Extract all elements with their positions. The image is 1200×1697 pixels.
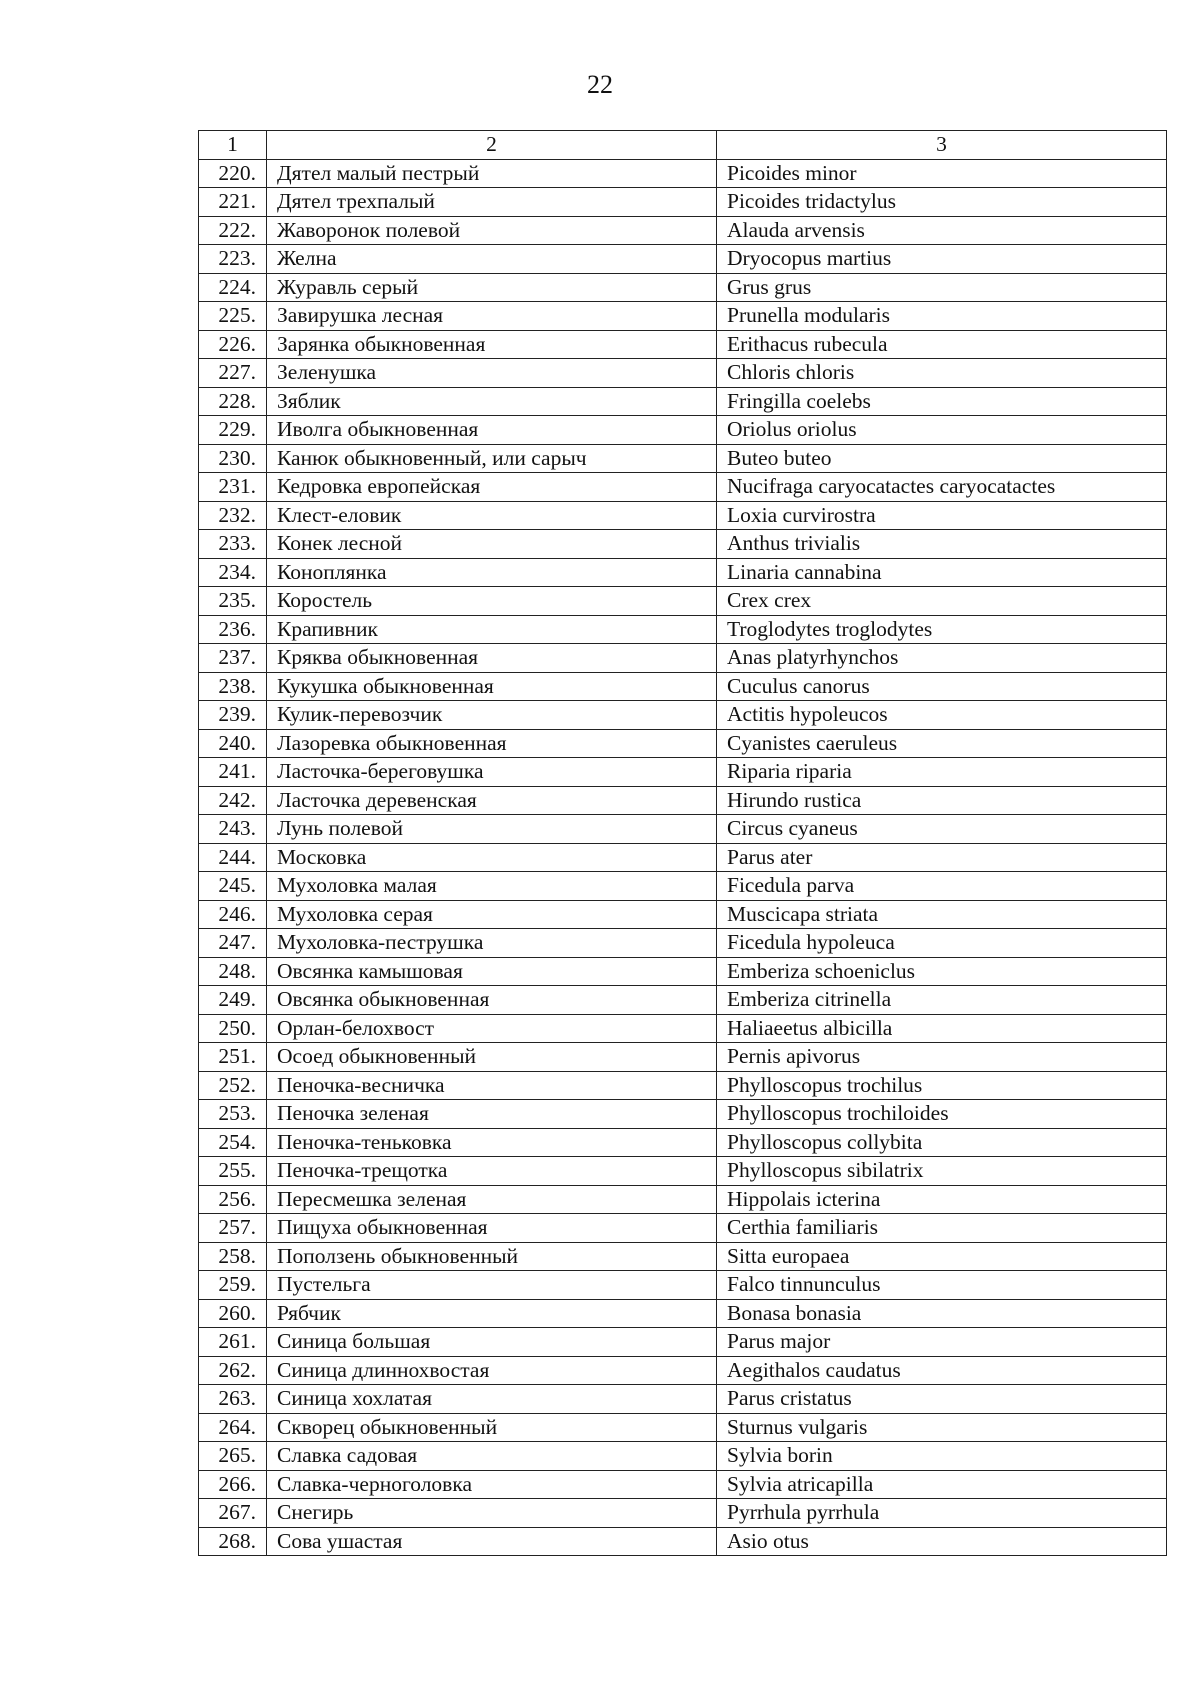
row-number-cell: 245. (199, 872, 267, 901)
table-row (199, 1214, 1167, 1243)
latin-name-cell: Linaria cannabina (717, 558, 1167, 587)
russian-name-cell: Завирушка лесная (267, 302, 717, 331)
table-row (199, 387, 1167, 416)
row-number-cell: 238. (199, 672, 267, 701)
table-row (199, 644, 1167, 673)
row-number-cell: 229. (199, 416, 267, 445)
latin-name-cell: Parus cristatus (717, 1385, 1167, 1414)
table-row (199, 957, 1167, 986)
table-row (199, 1271, 1167, 1300)
row-number-cell: 224. (199, 273, 267, 302)
latin-name-cell: Troglodytes troglodytes (717, 615, 1167, 644)
russian-name-cell: Журавль серый (267, 273, 717, 302)
russian-name-cell: Крапивник (267, 615, 717, 644)
row-number-cell: 233. (199, 530, 267, 559)
row-number-cell: 251. (199, 1043, 267, 1072)
russian-name-cell: Славка садовая (267, 1442, 717, 1471)
table-row (199, 587, 1167, 616)
latin-name-cell: Emberiza schoeniclus (717, 957, 1167, 986)
latin-name-cell: Cuculus canorus (717, 672, 1167, 701)
russian-name-cell: Синица большая (267, 1328, 717, 1357)
table-row (199, 1299, 1167, 1328)
table-row (199, 1413, 1167, 1442)
latin-name-cell: Circus cyaneus (717, 815, 1167, 844)
table-row (199, 245, 1167, 274)
table-row (199, 302, 1167, 331)
russian-name-cell: Кулик-перевозчик (267, 701, 717, 730)
latin-name-cell: Aegithalos caudatus (717, 1356, 1167, 1385)
table-row (199, 1385, 1167, 1414)
latin-name-cell: Ficedula hypoleuca (717, 929, 1167, 958)
latin-name-cell: Parus major (717, 1328, 1167, 1357)
russian-name-cell: Скворец обыкновенный (267, 1413, 717, 1442)
russian-name-cell: Овсянка камышовая (267, 957, 717, 986)
latin-name-cell: Oriolus oriolus (717, 416, 1167, 445)
russian-name-cell: Иволга обыкновенная (267, 416, 717, 445)
table-row (199, 1100, 1167, 1129)
latin-name-cell: Fringilla coelebs (717, 387, 1167, 416)
row-number-cell: 243. (199, 815, 267, 844)
table-header-row (199, 131, 1167, 160)
latin-name-cell: Hippolais icterina (717, 1185, 1167, 1214)
table-row (199, 216, 1167, 245)
table-row (199, 359, 1167, 388)
russian-name-cell: Зеленушка (267, 359, 717, 388)
table-row (199, 188, 1167, 217)
table-row (199, 273, 1167, 302)
latin-name-cell: Loxia curvirostra (717, 501, 1167, 530)
latin-name-cell: Sylvia borin (717, 1442, 1167, 1471)
latin-name-cell: Falco tinnunculus (717, 1271, 1167, 1300)
russian-name-cell: Лазоревка обыкновенная (267, 729, 717, 758)
russian-name-cell: Мухоловка малая (267, 872, 717, 901)
row-number-cell: 235. (199, 587, 267, 616)
russian-name-cell: Пересмешка зеленая (267, 1185, 717, 1214)
table-row (199, 444, 1167, 473)
row-number-cell: 256. (199, 1185, 267, 1214)
table-row (199, 729, 1167, 758)
table-row (199, 900, 1167, 929)
table-row (199, 1499, 1167, 1528)
header-cell-russian-name: 2 (267, 131, 717, 160)
row-number-cell: 231. (199, 473, 267, 502)
table-row (199, 815, 1167, 844)
russian-name-cell: Славка-черноголовка (267, 1470, 717, 1499)
row-number-cell: 255. (199, 1157, 267, 1186)
row-number-cell: 248. (199, 957, 267, 986)
russian-name-cell: Ласточка-береговушка (267, 758, 717, 787)
latin-name-cell: Pernis apivorus (717, 1043, 1167, 1072)
russian-name-cell: Кукушка обыкновенная (267, 672, 717, 701)
latin-name-cell: Phylloscopus trochiloides (717, 1100, 1167, 1129)
table-row (199, 615, 1167, 644)
russian-name-cell: Ласточка деревенская (267, 786, 717, 815)
row-number-cell: 220. (199, 159, 267, 188)
table-row (199, 1043, 1167, 1072)
table-row (199, 473, 1167, 502)
row-number-cell: 247. (199, 929, 267, 958)
table-row (199, 872, 1167, 901)
row-number-cell: 261. (199, 1328, 267, 1357)
row-number-cell: 266. (199, 1470, 267, 1499)
russian-name-cell: Лунь полевой (267, 815, 717, 844)
latin-name-cell: Picoides minor (717, 159, 1167, 188)
row-number-cell: 254. (199, 1128, 267, 1157)
species-table (198, 130, 1167, 1556)
row-number-cell: 262. (199, 1356, 267, 1385)
table-row (199, 701, 1167, 730)
latin-name-cell: Actitis hypoleucos (717, 701, 1167, 730)
russian-name-cell: Жаворонок полевой (267, 216, 717, 245)
row-number-cell: 221. (199, 188, 267, 217)
latin-name-cell: Parus ater (717, 843, 1167, 872)
table-row (199, 1071, 1167, 1100)
row-number-cell: 227. (199, 359, 267, 388)
latin-name-cell: Buteo buteo (717, 444, 1167, 473)
russian-name-cell: Зарянка обыкновенная (267, 330, 717, 359)
russian-name-cell: Кряква обыкновенная (267, 644, 717, 673)
latin-name-cell: Anthus trivialis (717, 530, 1167, 559)
latin-name-cell: Anas platyrhynchos (717, 644, 1167, 673)
row-number-cell: 260. (199, 1299, 267, 1328)
row-number-cell: 249. (199, 986, 267, 1015)
russian-name-cell: Сова ушастая (267, 1527, 717, 1556)
row-number-cell: 236. (199, 615, 267, 644)
latin-name-cell: Asio otus (717, 1527, 1167, 1556)
latin-name-cell: Sylvia atricapilla (717, 1470, 1167, 1499)
row-number-cell: 237. (199, 644, 267, 673)
row-number-cell: 230. (199, 444, 267, 473)
russian-name-cell: Снегирь (267, 1499, 717, 1528)
table-row (199, 501, 1167, 530)
table-row (199, 986, 1167, 1015)
latin-name-cell: Bonasa bonasia (717, 1299, 1167, 1328)
russian-name-cell: Коноплянка (267, 558, 717, 587)
latin-name-cell: Riparia riparia (717, 758, 1167, 787)
latin-name-cell: Grus grus (717, 273, 1167, 302)
latin-name-cell: Sturnus vulgaris (717, 1413, 1167, 1442)
row-number-cell: 222. (199, 216, 267, 245)
row-number-cell: 225. (199, 302, 267, 331)
table-body (199, 131, 1167, 1556)
table-row (199, 786, 1167, 815)
table-row (199, 530, 1167, 559)
row-number-cell: 253. (199, 1100, 267, 1129)
latin-name-cell: Phylloscopus sibilatrix (717, 1157, 1167, 1186)
row-number-cell: 226. (199, 330, 267, 359)
row-number-cell: 250. (199, 1014, 267, 1043)
russian-name-cell: Пеночка-весничка (267, 1071, 717, 1100)
row-number-cell: 246. (199, 900, 267, 929)
row-number-cell: 265. (199, 1442, 267, 1471)
table-row (199, 1328, 1167, 1357)
row-number-cell: 239. (199, 701, 267, 730)
russian-name-cell: Рябчик (267, 1299, 717, 1328)
page-number: 22 (587, 70, 613, 99)
table-row (199, 843, 1167, 872)
russian-name-cell: Пеночка-трещотка (267, 1157, 717, 1186)
row-number-cell: 264. (199, 1413, 267, 1442)
header-cell-latin-name: 3 (717, 131, 1167, 160)
row-number-cell: 259. (199, 1271, 267, 1300)
table-row (199, 558, 1167, 587)
table-row (199, 1442, 1167, 1471)
table-row (199, 159, 1167, 188)
latin-name-cell: Nucifraga caryocatactes caryocatactes (717, 473, 1167, 502)
russian-name-cell: Мухоловка-пеструшка (267, 929, 717, 958)
row-number-cell: 228. (199, 387, 267, 416)
russian-name-cell: Синица хохлатая (267, 1385, 717, 1414)
russian-name-cell: Орлан-белохвост (267, 1014, 717, 1043)
russian-name-cell: Пеночка зеленая (267, 1100, 717, 1129)
russian-name-cell: Желна (267, 245, 717, 274)
russian-name-cell: Синица длиннохвостая (267, 1356, 717, 1385)
row-number-cell: 268. (199, 1527, 267, 1556)
russian-name-cell: Осоед обыкновенный (267, 1043, 717, 1072)
latin-name-cell: Erithacus rubecula (717, 330, 1167, 359)
table-row (199, 1356, 1167, 1385)
latin-name-cell: Picoides tridactylus (717, 188, 1167, 217)
latin-name-cell: Crex crex (717, 587, 1167, 616)
latin-name-cell: Phylloscopus collybita (717, 1128, 1167, 1157)
table-row (199, 1242, 1167, 1271)
russian-name-cell: Конек лесной (267, 530, 717, 559)
table-row (199, 672, 1167, 701)
row-number-cell: 257. (199, 1214, 267, 1243)
latin-name-cell: Hirundo rustica (717, 786, 1167, 815)
row-number-cell: 263. (199, 1385, 267, 1414)
russian-name-cell: Мухоловка серая (267, 900, 717, 929)
latin-name-cell: Prunella modularis (717, 302, 1167, 331)
row-number-cell: 267. (199, 1499, 267, 1528)
russian-name-cell: Клест-еловик (267, 501, 717, 530)
table-row (199, 758, 1167, 787)
russian-name-cell: Коростель (267, 587, 717, 616)
latin-name-cell: Phylloscopus trochilus (717, 1071, 1167, 1100)
latin-name-cell: Muscicapa striata (717, 900, 1167, 929)
latin-name-cell: Emberiza citrinella (717, 986, 1167, 1015)
latin-name-cell: Pyrrhula pyrrhula (717, 1499, 1167, 1528)
latin-name-cell: Dryocopus martius (717, 245, 1167, 274)
table-row (199, 1157, 1167, 1186)
table-row (199, 1128, 1167, 1157)
table-row (199, 1185, 1167, 1214)
table-row (199, 416, 1167, 445)
row-number-cell: 242. (199, 786, 267, 815)
row-number-cell: 240. (199, 729, 267, 758)
russian-name-cell: Поползень обыкновенный (267, 1242, 717, 1271)
row-number-cell: 241. (199, 758, 267, 787)
russian-name-cell: Дятел трехпалый (267, 188, 717, 217)
russian-name-cell: Канюк обыкновенный, или сарыч (267, 444, 717, 473)
latin-name-cell: Haliaeetus albicilla (717, 1014, 1167, 1043)
russian-name-cell: Пищуха обыкновенная (267, 1214, 717, 1243)
table-row (199, 330, 1167, 359)
row-number-cell: 252. (199, 1071, 267, 1100)
latin-name-cell: Chloris chloris (717, 359, 1167, 388)
table-row (199, 1014, 1167, 1043)
row-number-cell: 244. (199, 843, 267, 872)
row-number-cell: 223. (199, 245, 267, 274)
russian-name-cell: Московка (267, 843, 717, 872)
latin-name-cell: Alauda arvensis (717, 216, 1167, 245)
russian-name-cell: Зяблик (267, 387, 717, 416)
latin-name-cell: Certhia familiaris (717, 1214, 1167, 1243)
russian-name-cell: Овсянка обыкновенная (267, 986, 717, 1015)
header-cell-number: 1 (199, 131, 267, 160)
table-row (199, 1470, 1167, 1499)
russian-name-cell: Кедровка европейская (267, 473, 717, 502)
russian-name-cell: Пустельга (267, 1271, 717, 1300)
row-number-cell: 258. (199, 1242, 267, 1271)
row-number-cell: 234. (199, 558, 267, 587)
table-row (199, 1527, 1167, 1556)
table-row (199, 929, 1167, 958)
latin-name-cell: Ficedula parva (717, 872, 1167, 901)
russian-name-cell: Пеночка-теньковка (267, 1128, 717, 1157)
latin-name-cell: Cyanistes caeruleus (717, 729, 1167, 758)
russian-name-cell: Дятел малый пестрый (267, 159, 717, 188)
row-number-cell: 232. (199, 501, 267, 530)
latin-name-cell: Sitta europaea (717, 1242, 1167, 1271)
